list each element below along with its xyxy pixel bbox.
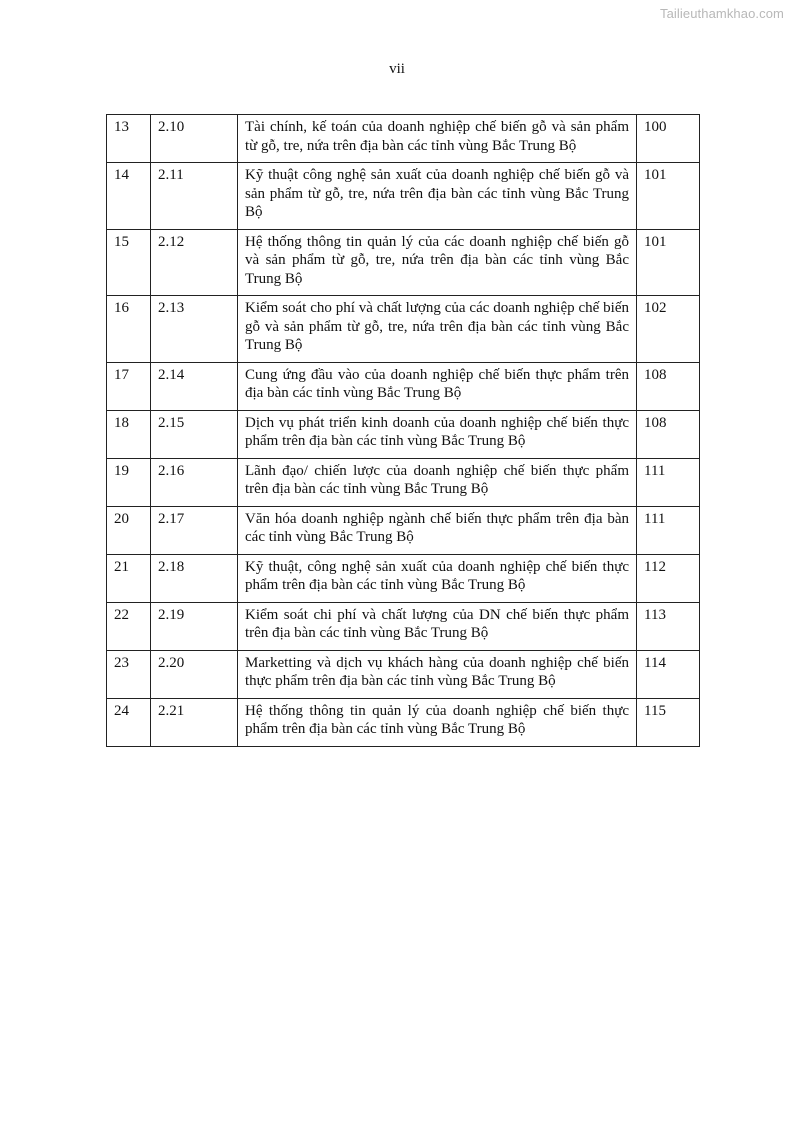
row-number: 14: [107, 163, 151, 230]
table-title: Kỹ thuật, công nghệ sản xuất của doanh nghiệp chế biến thực phẩm trên địa bàn các tỉnh vùng Bắc Trung Bộ: [238, 554, 637, 602]
row-number: 21: [107, 554, 151, 602]
row-number: 24: [107, 698, 151, 746]
row-number: 18: [107, 410, 151, 458]
table-title: Lãnh đạo/ chiến lược của doanh nghiệp chế biến thực phẩm trên địa bàn các tỉnh vùng Bắc Trung Bộ: [238, 458, 637, 506]
table-row: [107, 602, 700, 650]
page-ref: 114: [637, 650, 700, 698]
row-number: 15: [107, 229, 151, 296]
page-ref: 101: [637, 163, 700, 230]
table-row: [107, 296, 700, 363]
table-title: Marketting và dịch vụ khách hàng của doanh nghiệp chế biến thực phẩm trên địa bàn các tỉnh vùng Bắc Trung Bộ: [238, 650, 637, 698]
page-ref: 102: [637, 296, 700, 363]
table-body: [107, 115, 700, 747]
row-number: 17: [107, 362, 151, 410]
watermark: Tailieuthamkhao.com: [659, 6, 784, 21]
row-number: 20: [107, 506, 151, 554]
table-title: Văn hóa doanh nghiệp ngành chế biến thực phẩm trên địa bàn các tỉnh vùng Bắc Trung Bộ: [238, 506, 637, 554]
row-number: 19: [107, 458, 151, 506]
table-title: Hệ thống thông tin quản lý của các doanh nghiệp chế biến gỗ và sản phẩm từ gỗ, tre, nứa trên địa bàn các tỉnh vùng Bắc Trung Bộ: [238, 229, 637, 296]
table-title: Hệ thống thông tin quản lý của doanh nghiệp chế biến thực phẩm trên địa bàn các tỉnh vùng Bắc Trung Bộ: [238, 698, 637, 746]
table-title: Cung ứng đầu vào của doanh nghiệp chế biến thực phẩm trên địa bàn các tỉnh vùng Bắc Trung Bộ: [238, 362, 637, 410]
page-ref: 111: [637, 506, 700, 554]
table-row: [107, 650, 700, 698]
table-code: 2.10: [151, 115, 238, 163]
table-code: 2.11: [151, 163, 238, 230]
table-code: 2.18: [151, 554, 238, 602]
table-code: 2.14: [151, 362, 238, 410]
table-title: Kiểm soát cho phí và chất lượng của các doanh nghiệp chế biến gỗ và sản phẩm từ gỗ, tre, nứa trên địa bàn các tỉnh vùng Bắc Trung Bộ: [238, 296, 637, 363]
page-ref: 115: [637, 698, 700, 746]
page-ref: 113: [637, 602, 700, 650]
page-ref: 112: [637, 554, 700, 602]
table-code: 2.16: [151, 458, 238, 506]
table-row: [107, 362, 700, 410]
table-row: [107, 115, 700, 163]
page-ref: 111: [637, 458, 700, 506]
table-row: [107, 506, 700, 554]
table-title: Dịch vụ phát triển kinh doanh của doanh nghiệp chế biến thực phẩm trên địa bàn các tỉnh vùng Bắc Trung Bộ: [238, 410, 637, 458]
table-row: [107, 458, 700, 506]
table-code: 2.15: [151, 410, 238, 458]
page-ref: 100: [637, 115, 700, 163]
table-title: Kiểm soát chi phí và chất lượng của DN chế biến thực phẩm trên địa bàn các tỉnh vùng Bắc Trung Bộ: [238, 602, 637, 650]
table-row: [107, 410, 700, 458]
table-code: 2.12: [151, 229, 238, 296]
table-row: [107, 163, 700, 230]
row-number: 13: [107, 115, 151, 163]
row-number: 23: [107, 650, 151, 698]
table-code: 2.20: [151, 650, 238, 698]
table-row: [107, 698, 700, 746]
table-code: 2.21: [151, 698, 238, 746]
table-code: 2.19: [151, 602, 238, 650]
page-ref: 101: [637, 229, 700, 296]
table-code: 2.17: [151, 506, 238, 554]
row-number: 22: [107, 602, 151, 650]
table-row: [107, 229, 700, 296]
table-title: Kỹ thuật công nghệ sản xuất của doanh nghiệp chế biến gỗ và sản phẩm từ gỗ, tre, nứa trên địa bàn các tỉnh vùng Bắc Trung Bộ: [238, 163, 637, 230]
row-number: 16: [107, 296, 151, 363]
table-row: [107, 554, 700, 602]
table-of-contents: [106, 114, 700, 747]
table-title: Tài chính, kế toán của doanh nghiệp chế biến gỗ và sản phẩm từ gỗ, tre, nứa trên địa bàn các tỉnh vùng Bắc Trung Bộ: [238, 115, 637, 163]
page-number: vii: [389, 61, 405, 77]
table-code: 2.13: [151, 296, 238, 363]
page-ref: 108: [637, 410, 700, 458]
page-ref: 108: [637, 362, 700, 410]
